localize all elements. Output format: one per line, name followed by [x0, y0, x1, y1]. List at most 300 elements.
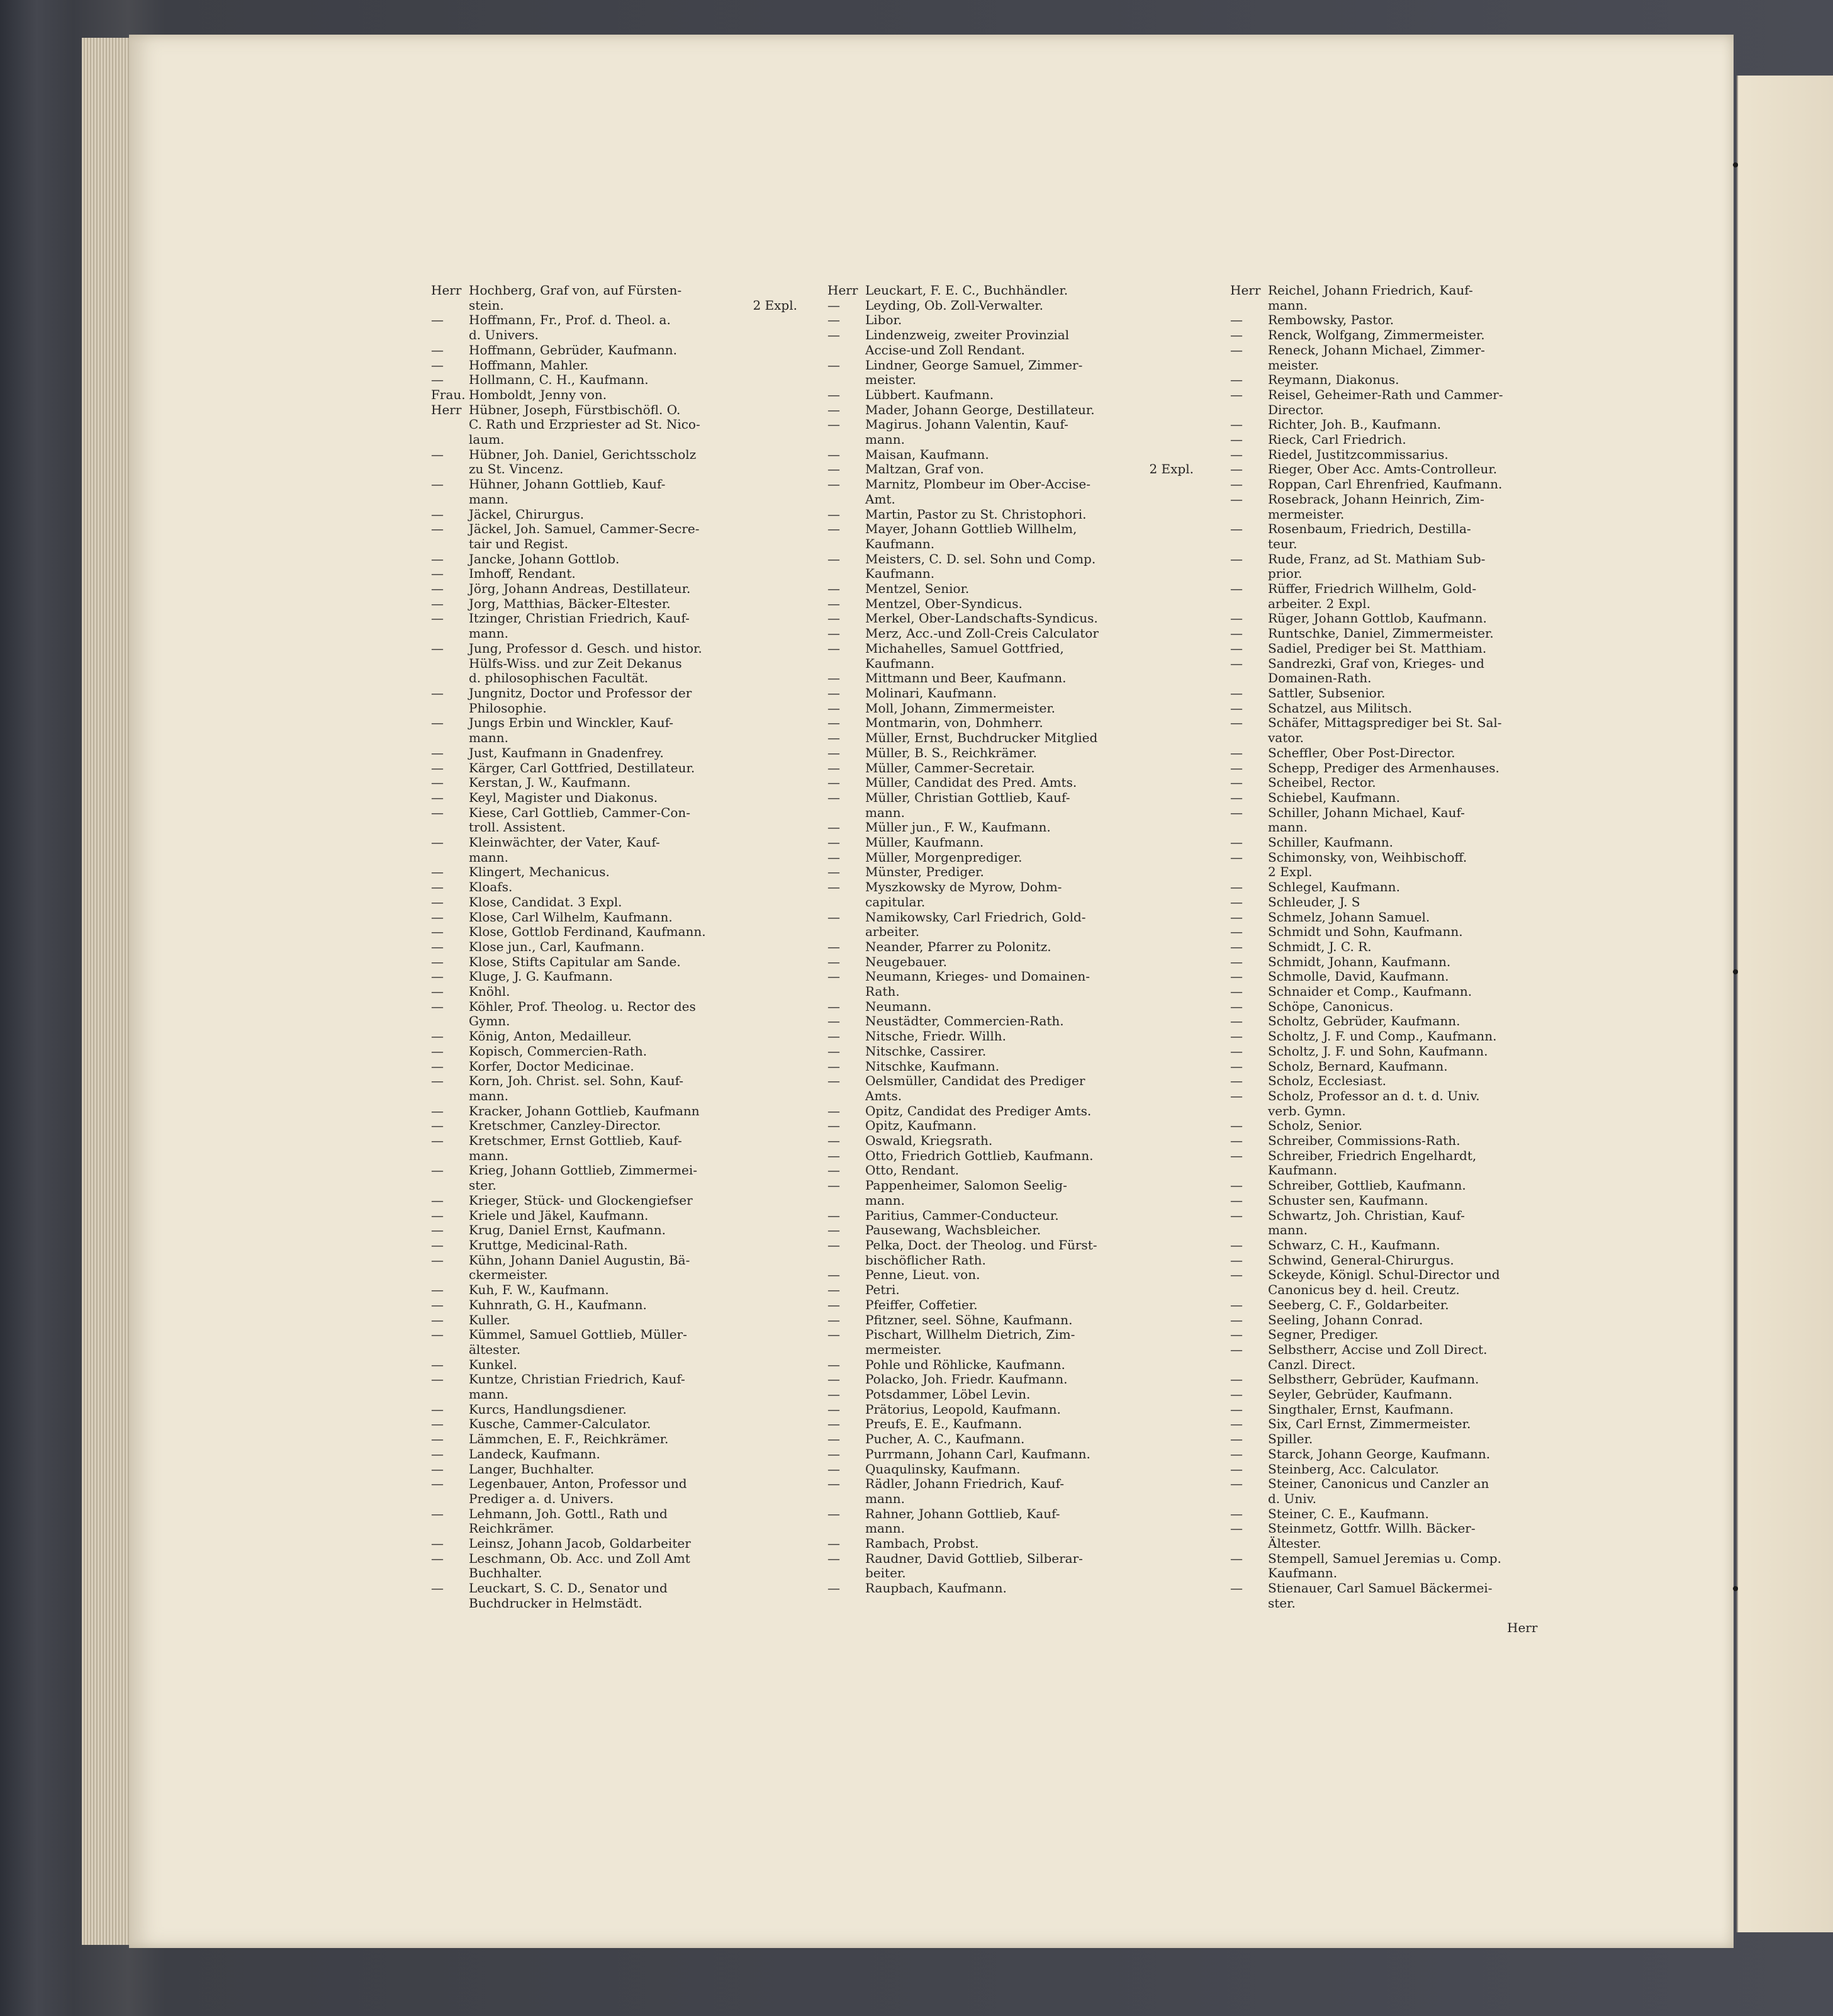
subscriber-entry [1230, 775, 1596, 791]
entry-prefix: — [827, 1118, 840, 1134]
subscriber-entry [1230, 969, 1596, 984]
entry-prefix: — [1230, 417, 1243, 432]
entry-text: mermeister. [1268, 506, 1345, 522]
entry-text: Lämmchen, E. F., Reichkrämer. [469, 1431, 669, 1447]
subscriber-entry [827, 895, 1194, 910]
entry-prefix: — [1230, 655, 1243, 671]
subscriber-entry [1230, 880, 1596, 895]
subscriber-entry [1230, 448, 1596, 463]
entry-prefix: — [431, 1028, 444, 1044]
subscriber-entry [431, 1358, 797, 1373]
entry-text: mann. [469, 1088, 509, 1103]
subscriber-entry [827, 686, 1194, 701]
subscriber-entry [431, 403, 797, 418]
entry-text: mann. [469, 1387, 509, 1402]
subscriber-entry [1230, 910, 1596, 925]
entry-text: Schepp, Prediger des Armenhauses. [1268, 760, 1499, 775]
entry-text: prior. [1268, 566, 1303, 582]
entry-text: Kaufmann. [865, 566, 935, 582]
entry-text: beiter. [865, 1565, 906, 1581]
entry-prefix: — [1230, 1580, 1243, 1596]
entry-text: Kuntze, Christian Friedrich, Kauf- [469, 1371, 685, 1387]
entry-prefix: — [1230, 924, 1243, 940]
subscriber-entry [1230, 507, 1596, 522]
entry-prefix: — [431, 938, 444, 954]
entry-prefix [431, 626, 469, 641]
entry-text: Libor. [865, 312, 902, 328]
subscriber-entry [827, 1208, 1194, 1224]
subscriber-entry [1230, 462, 1596, 477]
entry-text: verb. Gymn. [1268, 1103, 1346, 1118]
subscriber-entry [827, 656, 1194, 672]
entry-text: Reichkrämer. [469, 1521, 554, 1536]
subscriber-entry [431, 417, 797, 432]
entry-text: Jäckel, Joh. Samuel, Cammer-Secre- [469, 521, 700, 537]
subscriber-entry [827, 477, 1194, 492]
entry-text: Pucher, A. C., Kaufmann. [865, 1431, 1025, 1447]
subscriber-entry [431, 656, 797, 672]
subscriber-entry [1230, 1014, 1596, 1029]
entry-text: Philosophie. [469, 700, 547, 716]
entry-prefix: — [827, 386, 840, 402]
entry-text: Müller, Ernst, Buchdrucker Mitglied [865, 730, 1098, 746]
entry-text: Leuckart, F. E. C., Buchhändler. [865, 283, 1068, 298]
entry-text: Opitz, Kaufmann. [865, 1118, 977, 1134]
subscriber-entry [431, 761, 797, 776]
subscriber-entry [1230, 746, 1596, 761]
entry-text: Müller jun., F. W., Kaufmann. [865, 819, 1051, 835]
subscriber-entry [431, 969, 797, 984]
entry-text: Pausewang, Wachsbleicher. [865, 1222, 1041, 1238]
entry-prefix: — [431, 1133, 444, 1149]
entry-text: Rüffer, Friedrich Willhelm, Gold- [1268, 581, 1477, 597]
subscriber-entry [431, 1477, 797, 1492]
subscriber-entry [827, 1149, 1194, 1164]
subscriber-entry [1230, 1208, 1596, 1224]
entry-prefix: — [1230, 1416, 1243, 1432]
entry-text: Kurcs, Handlungsdiener. [469, 1401, 627, 1417]
subscriber-entry [827, 641, 1194, 656]
entry-text: Jorg, Matthias, Bäcker-Eltester. [469, 595, 671, 611]
entry-prefix: — [827, 879, 840, 895]
entry-prefix [1230, 507, 1268, 522]
entry-text: Kerstan, J. W., Kaufmann. [469, 775, 631, 791]
subscriber-entry [431, 1432, 797, 1447]
subscriber-entry [431, 791, 797, 806]
entry-text: Kühn, Johann Daniel Augustin, Bä- [469, 1252, 690, 1268]
entry-text: Kleinwächter, der Vater, Kauf- [469, 835, 660, 850]
entry-text: Buchhalter. [469, 1565, 542, 1581]
entry-text: arbeiter. [865, 924, 920, 940]
entry-text: Preufs, E. E., Kaufmann. [865, 1416, 1023, 1432]
entry-text: Klose, Stifts Capitular am Sande. [469, 954, 681, 969]
subscriber-entry [827, 1029, 1194, 1044]
entry-text: meister. [1268, 357, 1320, 373]
subscriber-entry [1230, 522, 1596, 537]
subscriber-entry [1230, 865, 1596, 880]
entry-prefix: — [431, 1446, 444, 1461]
entry-prefix: — [827, 611, 840, 626]
subscriber-entry [431, 701, 797, 716]
subscriber-entry [827, 626, 1194, 641]
subscriber-entry [827, 403, 1194, 418]
subscriber-entry [827, 1343, 1194, 1358]
subscriber-entry [1230, 283, 1596, 298]
entry-text: Runtschke, Daniel, Zimmermeister. [1268, 626, 1494, 641]
entry-prefix: — [827, 1371, 840, 1387]
entry-text: Müller, Morgenprediger. [865, 849, 1023, 865]
entry-text: Lindenzweig, zweiter Provinzial [865, 327, 1070, 343]
subscriber-entry [1230, 895, 1596, 910]
entry-prefix: — [827, 1297, 840, 1312]
entry-prefix: — [1230, 998, 1243, 1014]
entry-text: Kloafs. [469, 879, 513, 895]
entry-text: Rieger, Ober Acc. Amts-Controlleur. [1268, 461, 1498, 477]
subscriber-entry [431, 865, 797, 880]
entry-text: Schmolle, David, Kaufmann. [1268, 969, 1449, 984]
entry-prefix: — [1230, 745, 1243, 760]
subscriber-entry [431, 910, 797, 925]
subscriber-entry [431, 820, 797, 835]
entry-text: Lindner, George Samuel, Zimmer- [865, 357, 1083, 373]
entry-prefix: — [827, 1058, 840, 1074]
subscriber-entry [827, 791, 1194, 806]
entry-prefix: — [1230, 1207, 1243, 1223]
subscriber-entry [827, 1462, 1194, 1477]
entry-text: Neander, Pfarrer zu Polonitz. [865, 938, 1051, 954]
entry-prefix: — [1230, 1118, 1243, 1134]
subscriber-entry [827, 1223, 1194, 1238]
subscriber-entry [827, 358, 1194, 373]
subscriber-entry [431, 388, 797, 403]
entry-prefix: — [827, 938, 840, 954]
entry-prefix: — [1230, 626, 1243, 641]
entry-text: Krieg, Johann Gottlieb, Zimmermei- [469, 1163, 698, 1178]
subscriber-entry [431, 1417, 797, 1432]
subscriber-entry [431, 1089, 797, 1104]
entry-prefix: — [431, 1222, 444, 1238]
entry-prefix: — [827, 700, 840, 716]
entry-prefix: — [1230, 1550, 1243, 1566]
entry-prefix: — [1230, 640, 1243, 656]
entry-text: Oelsmüller, Candidat des Prediger [865, 1073, 1085, 1089]
subscriber-entry [1230, 1447, 1596, 1462]
entry-text: Scholtz, J. F. und Comp., Kaufmann. [1268, 1028, 1497, 1044]
subscriber-entry [827, 373, 1194, 388]
entry-prefix: — [431, 611, 444, 626]
entry-text: Schmidt, Johann, Kaufmann. [1268, 954, 1451, 969]
entry-text: Landeck, Kaufmann. [469, 1446, 600, 1461]
entry-text: Pappenheimer, Salomon Seelig- [865, 1178, 1067, 1193]
entry-text: mann. [469, 626, 509, 641]
subscriber-entry [827, 761, 1194, 776]
subscriber-entry [1230, 611, 1596, 626]
entry-prefix: — [431, 446, 444, 462]
subscriber-entry [827, 1298, 1194, 1313]
entry-text: mann. [865, 1192, 905, 1208]
entry-prefix: — [827, 1028, 840, 1044]
subscriber-entry [431, 1014, 797, 1029]
entry-prefix: — [431, 879, 444, 895]
subscriber-column-1 [431, 283, 797, 1611]
entry-text: Schiller, Johann Michael, Kauf- [1268, 804, 1465, 820]
subscriber-entry [827, 1044, 1194, 1059]
entry-prefix: — [1230, 954, 1243, 969]
subscriber-entry [431, 1029, 797, 1044]
entry-prefix [431, 1343, 469, 1358]
entry-prefix [827, 343, 865, 358]
subscriber-entry [431, 1104, 797, 1119]
entry-prefix: — [1230, 894, 1243, 909]
entry-prefix: — [827, 1133, 840, 1149]
subscriber-column-2 [827, 283, 1194, 1596]
entry-prefix: — [431, 1312, 444, 1327]
subscriber-entry [1230, 403, 1596, 418]
entry-text: Michahelles, Samuel Gottfried, [865, 640, 1064, 656]
binding-mark [1733, 969, 1738, 974]
entry-prefix: — [1230, 476, 1243, 492]
entry-text: bischöflicher Rath. [865, 1252, 986, 1268]
subscriber-entry [431, 1208, 797, 1224]
entry-prefix: — [431, 745, 444, 760]
entry-prefix: — [431, 1237, 444, 1253]
subscriber-entry [827, 671, 1194, 686]
subscriber-entry [1230, 1358, 1596, 1373]
entry-prefix [431, 1089, 469, 1104]
entry-text: Leuckart, S. C. D., Senator und [469, 1580, 668, 1596]
entry-prefix: — [827, 1267, 840, 1283]
entry-prefix: — [431, 1401, 444, 1417]
subscriber-entry [1230, 1163, 1596, 1178]
entry-text: Spiller. [1268, 1431, 1313, 1447]
entry-prefix: — [1230, 1461, 1243, 1477]
subscriber-entry [431, 298, 797, 313]
entry-text: Klose, Gottlob Ferdinand, Kaufmann. [469, 924, 706, 940]
subscriber-entry [1230, 1343, 1596, 1358]
entry-text: Petri. [865, 1282, 900, 1298]
entry-text: Kaufmann. [1268, 1163, 1338, 1178]
subscriber-entry [827, 1327, 1194, 1343]
subscriber-entry [827, 328, 1194, 343]
entry-prefix: — [827, 461, 840, 477]
entry-text: Schwartz, Joh. Christian, Kauf- [1268, 1207, 1465, 1223]
subscriber-entry [827, 1536, 1194, 1551]
entry-prefix: — [431, 1207, 444, 1223]
entry-text: Rath. [865, 984, 900, 1000]
subscriber-entry [431, 1596, 797, 1611]
entry-prefix: — [1230, 1327, 1243, 1343]
subscriber-entry [1230, 1104, 1596, 1119]
subscriber-entry [1230, 1000, 1596, 1015]
entry-prefix: — [1230, 969, 1243, 984]
entry-prefix: — [827, 1222, 840, 1238]
entry-text: Opitz, Candidat des Prediger Amts. [865, 1103, 1092, 1118]
entry-prefix: — [827, 1446, 840, 1461]
entry-text: mermeister. [865, 1341, 942, 1357]
subscriber-entry [827, 313, 1194, 328]
subscriber-entry [431, 432, 797, 448]
entry-text: d. philosophischen Facultät. [469, 670, 649, 686]
entry-text: Buchdrucker in Helmstädt. [469, 1595, 642, 1611]
entry-prefix [431, 850, 469, 865]
entry-prefix [431, 731, 469, 746]
entry-text: Sckeyde, Königl. Schul-Director und [1268, 1267, 1500, 1283]
entry-prefix: — [1230, 1073, 1243, 1089]
entry-prefix: — [431, 1043, 444, 1059]
entry-text: Rosebrack, Johann Heinrich, Zim- [1268, 491, 1484, 507]
subscriber-entry [431, 1343, 797, 1358]
entry-prefix [1230, 1596, 1268, 1611]
entry-text: Kaufmann. [865, 655, 935, 671]
entry-text: Purrmann, Johann Carl, Kaufmann. [865, 1446, 1090, 1461]
entry-text: Reymann, Diakonus. [1268, 372, 1399, 388]
subscriber-entry [1230, 328, 1596, 343]
entry-text: stein. [469, 297, 504, 313]
entry-prefix [1230, 537, 1268, 552]
subscriber-entry [1230, 641, 1596, 656]
entry-prefix: — [827, 998, 840, 1014]
subscriber-entry [1230, 1074, 1596, 1089]
entry-prefix: — [827, 745, 840, 760]
entry-text: Nitsche, Friedr. Willh. [865, 1028, 1007, 1044]
entry-prefix: — [431, 984, 444, 1000]
subscriber-entry [431, 984, 797, 1000]
entry-text: Potsdammer, Löbel Levin. [865, 1387, 1031, 1402]
entry-prefix: — [1230, 804, 1243, 820]
subscriber-entry [827, 1178, 1194, 1193]
entry-prefix: — [431, 1506, 444, 1521]
entry-prefix: — [827, 954, 840, 969]
entry-text: Otto, Friedrich Gottlieb, Kaufmann. [865, 1147, 1094, 1163]
entry-prefix: — [431, 1416, 444, 1432]
entry-prefix [431, 656, 469, 672]
subscriber-entry [827, 955, 1194, 970]
entry-text: ster. [469, 1178, 496, 1193]
entry-text: Schöpe, Canonicus. [1268, 998, 1394, 1014]
entry-text: Paritius, Cammer-Conducteur. [865, 1207, 1059, 1223]
entry-prefix: — [827, 1580, 840, 1596]
copies-count: 2 Expl. [753, 297, 797, 313]
subscriber-entry [827, 1059, 1194, 1074]
entry-text: Scholz, Professor an d. t. d. Univ. [1268, 1088, 1480, 1103]
subscriber-entry [1230, 1223, 1596, 1238]
entry-text: Pfitzner, seel. Söhne, Kaufmann. [865, 1312, 1073, 1327]
subscriber-entry [431, 537, 797, 552]
entry-text: Scholtz, J. F. und Sohn, Kaufmann. [1268, 1043, 1488, 1059]
entry-prefix: — [1230, 835, 1243, 850]
subscriber-entry [431, 806, 797, 821]
entry-text: 2 Expl. [1268, 864, 1313, 880]
entry-text: Amts. [865, 1088, 902, 1103]
subscriber-entry [827, 1118, 1194, 1134]
subscriber-entry [431, 283, 797, 298]
entry-prefix: — [431, 1163, 444, 1178]
entry-text: zu St. Vincenz. [469, 461, 564, 477]
subscriber-entry [827, 1268, 1194, 1283]
subscriber-entry [1230, 1566, 1596, 1581]
entry-prefix: — [827, 1163, 840, 1178]
entry-prefix: — [1230, 1401, 1243, 1417]
entry-prefix: — [1230, 372, 1243, 388]
entry-text: vator. [1268, 730, 1304, 746]
entry-prefix [1230, 1492, 1268, 1507]
entry-text: Mentzel, Senior. [865, 581, 970, 597]
entry-prefix: — [1230, 879, 1243, 895]
entry-text: capitular. [865, 894, 926, 909]
entry-prefix: — [827, 715, 840, 731]
entry-text: meister. [865, 372, 917, 388]
entry-prefix: — [431, 969, 444, 984]
entry-text: Schreiber, Gottlieb, Kaufmann. [1268, 1178, 1466, 1193]
entry-text: Müller, B. S., Reichkrämer. [865, 745, 1038, 760]
entry-prefix [431, 432, 469, 448]
entry-text: Gymn. [469, 1013, 510, 1029]
entry-prefix: Frau. [431, 386, 466, 402]
entry-prefix: — [1230, 775, 1243, 791]
entry-text: König, Anton, Medailleur. [469, 1028, 632, 1044]
entry-prefix: — [431, 372, 444, 388]
entry-prefix: — [827, 835, 840, 850]
entry-prefix: — [1230, 1521, 1243, 1536]
entry-text: Kuh, F. W., Kaufmann. [469, 1282, 609, 1298]
subscriber-entry [431, 313, 797, 328]
entry-prefix: — [827, 775, 840, 791]
entry-text: Stempell, Samuel Jeremias u. Comp. [1268, 1550, 1501, 1566]
entry-prefix [1230, 731, 1268, 746]
subscriber-entry [827, 283, 1194, 298]
entry-text: arbeiter. 2 Expl. [1268, 595, 1371, 611]
subscriber-entry [431, 1238, 797, 1253]
entry-text: Schiller, Kaufmann. [1268, 835, 1394, 850]
entry-text: d. Univers. [469, 327, 539, 343]
entry-prefix: — [431, 595, 444, 611]
entry-text: Schwarz, C. H., Kaufmann. [1268, 1237, 1440, 1253]
entry-prefix: — [431, 1371, 444, 1387]
subscriber-entry [431, 641, 797, 656]
entry-prefix: — [827, 1416, 840, 1432]
entry-prefix [431, 1521, 469, 1536]
subscriber-entry [431, 671, 797, 686]
entry-prefix: — [431, 894, 444, 909]
entry-prefix [431, 820, 469, 835]
subscriber-entry [827, 1551, 1194, 1567]
subscriber-entry [827, 1283, 1194, 1298]
entry-text: Hoffmann, Fr., Prof. d. Theol. a. [469, 312, 671, 328]
subscriber-entry [431, 1492, 797, 1507]
entry-prefix: — [431, 312, 444, 328]
entry-prefix: — [1230, 1431, 1243, 1447]
entry-prefix [827, 1521, 865, 1536]
subscriber-entry [1230, 1134, 1596, 1149]
entry-text: Scholtz, Gebrüder, Kaufmann. [1268, 1013, 1460, 1029]
entry-text: Neumann, Krieges- und Domainen- [865, 969, 1090, 984]
entry-text: Jäckel, Chirurgus. [469, 506, 585, 522]
entry-text: mann. [469, 730, 509, 746]
entry-prefix: — [827, 1476, 840, 1492]
entry-text: Jörg, Johann Andreas, Destillateur. [469, 581, 691, 597]
entry-text: Sattler, Subsenior. [1268, 685, 1386, 701]
subscriber-entry [431, 1566, 797, 1581]
subscriber-entry [431, 775, 797, 791]
entry-prefix: — [827, 730, 840, 746]
entry-text: Hülfs-Wiss. und zur Zeit Dekanus [469, 655, 682, 671]
entry-text: Riedel, Justitzcommissarius. [1268, 446, 1449, 462]
entry-text: Kärger, Carl Gottfried, Destillateur. [469, 760, 695, 775]
entry-prefix: — [1230, 327, 1243, 343]
entry-prefix: — [431, 1580, 444, 1596]
entry-prefix: — [827, 1237, 840, 1253]
entry-prefix [431, 1492, 469, 1507]
